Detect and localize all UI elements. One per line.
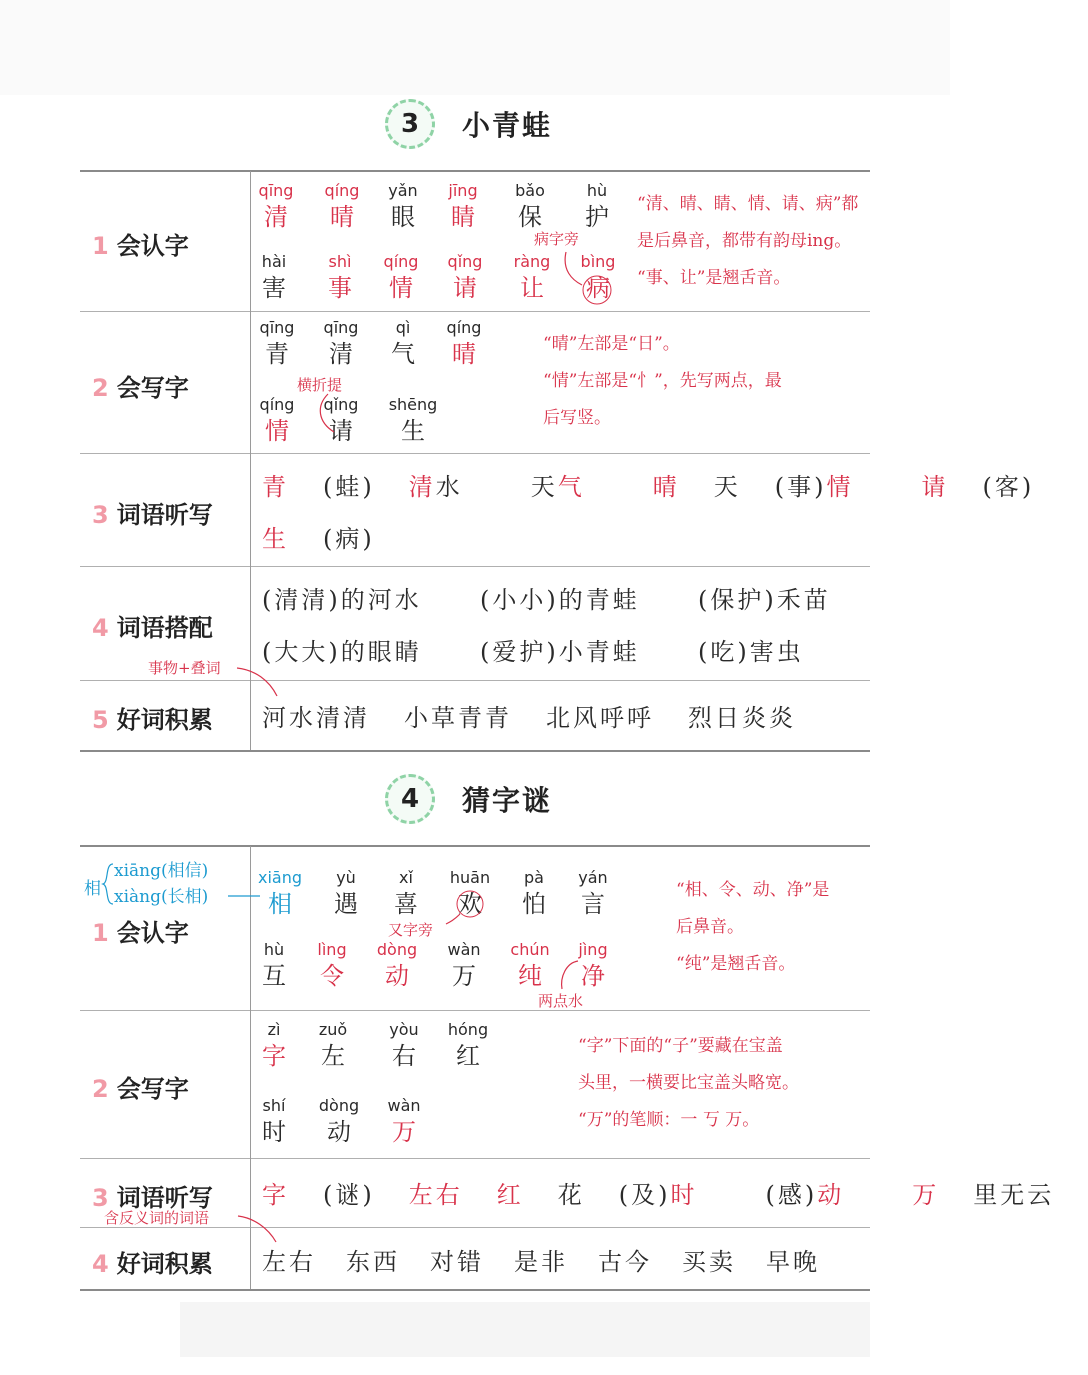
radical-annotation: 两点水: [538, 992, 584, 1010]
lesson3-section-good-words: 5 好词积累: [92, 706, 213, 734]
lesson4-title: 猜字谜: [462, 784, 553, 817]
recognize-notes: “相、令、动、净”是 后鼻音。 “纯”是翘舌音。: [676, 880, 830, 974]
dictation-row-text: [262, 519, 362, 551]
divider: [80, 1010, 870, 1011]
divider: [80, 680, 870, 681]
write-notes: “晴”左部是“日”。 “情”左部是“忄”，先写两点，最 后写竖。: [543, 334, 782, 428]
dictation-row: 生 (病): [262, 525, 375, 553]
char-cell: zuǒ 左: [318, 1020, 348, 1070]
polyphone-char: 相: [84, 879, 101, 899]
char-cell: yù 遇: [334, 868, 358, 918]
char-cell: ràng 让: [513, 252, 551, 302]
lesson4-top-rule: [80, 845, 870, 847]
char-cell: pà 怕: [522, 868, 546, 918]
char-cell: xǐ 喜: [394, 868, 418, 918]
dictation-row: 字 (谜) 左右 红 花 (及)时 (感)动 万 里无云: [262, 1181, 1055, 1209]
matching-annotation: 事物+叠词: [148, 659, 221, 677]
dictation-row: 青 (蛙) 清水 天气 晴 天 (事)情 请 (客): [262, 473, 1035, 501]
char-cell: qǐng 请: [447, 252, 483, 302]
char-cell: bǎo 保: [515, 181, 545, 231]
lesson4-bottom-rule: [80, 1289, 870, 1291]
lesson3-number-badge: 3: [385, 99, 435, 149]
radical-annotation: 又字旁: [388, 921, 434, 939]
lesson4-section-recognize: 1 会认字: [92, 919, 189, 947]
char-cell: qǐng 请: [323, 395, 359, 445]
lesson3-section-write: 2 会写字: [92, 374, 189, 402]
char-cell: lìng 令: [317, 940, 347, 990]
lesson3-section-dictation: 3 词语听写: [92, 501, 213, 529]
annotation-arrow: [310, 392, 350, 438]
good-words-row: 左右 东西 对错 是非 古今 买卖 早晚: [262, 1248, 820, 1276]
lesson3-bottom-rule: [80, 750, 870, 752]
char-cell: bìng 病: [580, 252, 616, 302]
char-cell: hài 害: [261, 252, 287, 302]
radical-annotation: 病字旁: [534, 230, 580, 248]
char-cell: hù 互: [262, 940, 286, 990]
char-cell: qíng 情: [383, 252, 419, 302]
char-cell: qíng 晴: [324, 181, 360, 231]
divider: [80, 453, 870, 454]
char-cell: wàn 万: [447, 940, 481, 990]
dictation-annotation: 含反义词的词语: [104, 1209, 210, 1227]
write-notes: “字”下面的“子”要藏在宝盖 头里，一横要比宝盖头略宽。 “万”的笔顺：一 丂 万。: [578, 1036, 799, 1130]
char-cell: jīng 睛: [448, 181, 478, 231]
char-cell: yǎn 眼: [388, 181, 418, 231]
char-cell: dòng 动: [376, 940, 418, 990]
matching-row: (清清)的河水 (小小)的青蛙 (保护)禾苗: [262, 586, 831, 614]
char-cell: hóng 红: [447, 1020, 489, 1070]
annotation-arrow: [235, 662, 285, 702]
char-cell: yán 言: [578, 868, 608, 918]
divider: [80, 1158, 870, 1159]
char-cell: qíng 晴: [446, 318, 482, 368]
char-cell: jìng 净: [578, 940, 608, 990]
char-cell: qīng 清: [258, 181, 294, 231]
recognize-notes: “清、晴、睛、情、请、病”都 是后鼻音，都带有韵母ing。 “事、让”是翘舌音。: [637, 194, 859, 288]
char-cell: qíng 情: [259, 395, 295, 445]
stroke-annotation: 横折提: [297, 376, 343, 394]
char-cell: qīng 清: [323, 318, 359, 368]
lesson4-section-write: 2 会写字: [92, 1075, 189, 1103]
bottom-margin: [180, 1302, 870, 1357]
lesson3-title: 小青蛙: [462, 109, 553, 142]
divider: [80, 566, 870, 567]
char-cell: qīng 青: [259, 318, 295, 368]
dictation-row-text: [262, 467, 862, 499]
brace-icon: [101, 862, 115, 906]
lesson4-section-good-words: 4 好词积累: [92, 1250, 213, 1278]
annotation-arrow: [548, 955, 608, 995]
good-words-row: 河水清清 小草青青 北风呼呼 烈日炎炎: [262, 704, 796, 732]
divider: [80, 311, 870, 312]
char-cell: xiāng 相: [257, 868, 302, 918]
matching-row: (大大)的眼睛 (爱护)小青蛙 (吃)害虫: [262, 638, 804, 666]
lesson3-section-recognize: 1 会认字: [92, 232, 189, 260]
char-cell: shí 时: [262, 1096, 286, 1146]
char-cell: shēng 生: [388, 395, 438, 445]
annotation-arrow: [560, 240, 620, 310]
char-cell: chún 纯: [510, 940, 550, 990]
lesson3-section-matching: 4 词语搭配: [92, 614, 213, 642]
lesson4-section-dictation: 3 词语听写: [92, 1184, 213, 1212]
dictation-row-text: [262, 1175, 862, 1207]
polyphone-readings: xiāng(相信) xiàng(长相): [114, 861, 209, 907]
char-cell: hù 护: [585, 181, 609, 231]
char-cell: dòng 动: [318, 1096, 360, 1146]
char-cell: huān 欢: [449, 868, 491, 918]
top-margin: [0, 0, 950, 95]
char-cell: yòu 右: [389, 1020, 419, 1070]
char-cell: wàn 万: [387, 1096, 421, 1146]
lesson4-number-badge: 4: [385, 774, 435, 824]
char-cell: shì 事: [328, 252, 352, 302]
lesson3-top-rule: [80, 170, 870, 172]
char-cell: zì 字: [262, 1020, 286, 1070]
annotation-arrow: [440, 880, 500, 930]
char-cell: qì 气: [391, 318, 415, 368]
